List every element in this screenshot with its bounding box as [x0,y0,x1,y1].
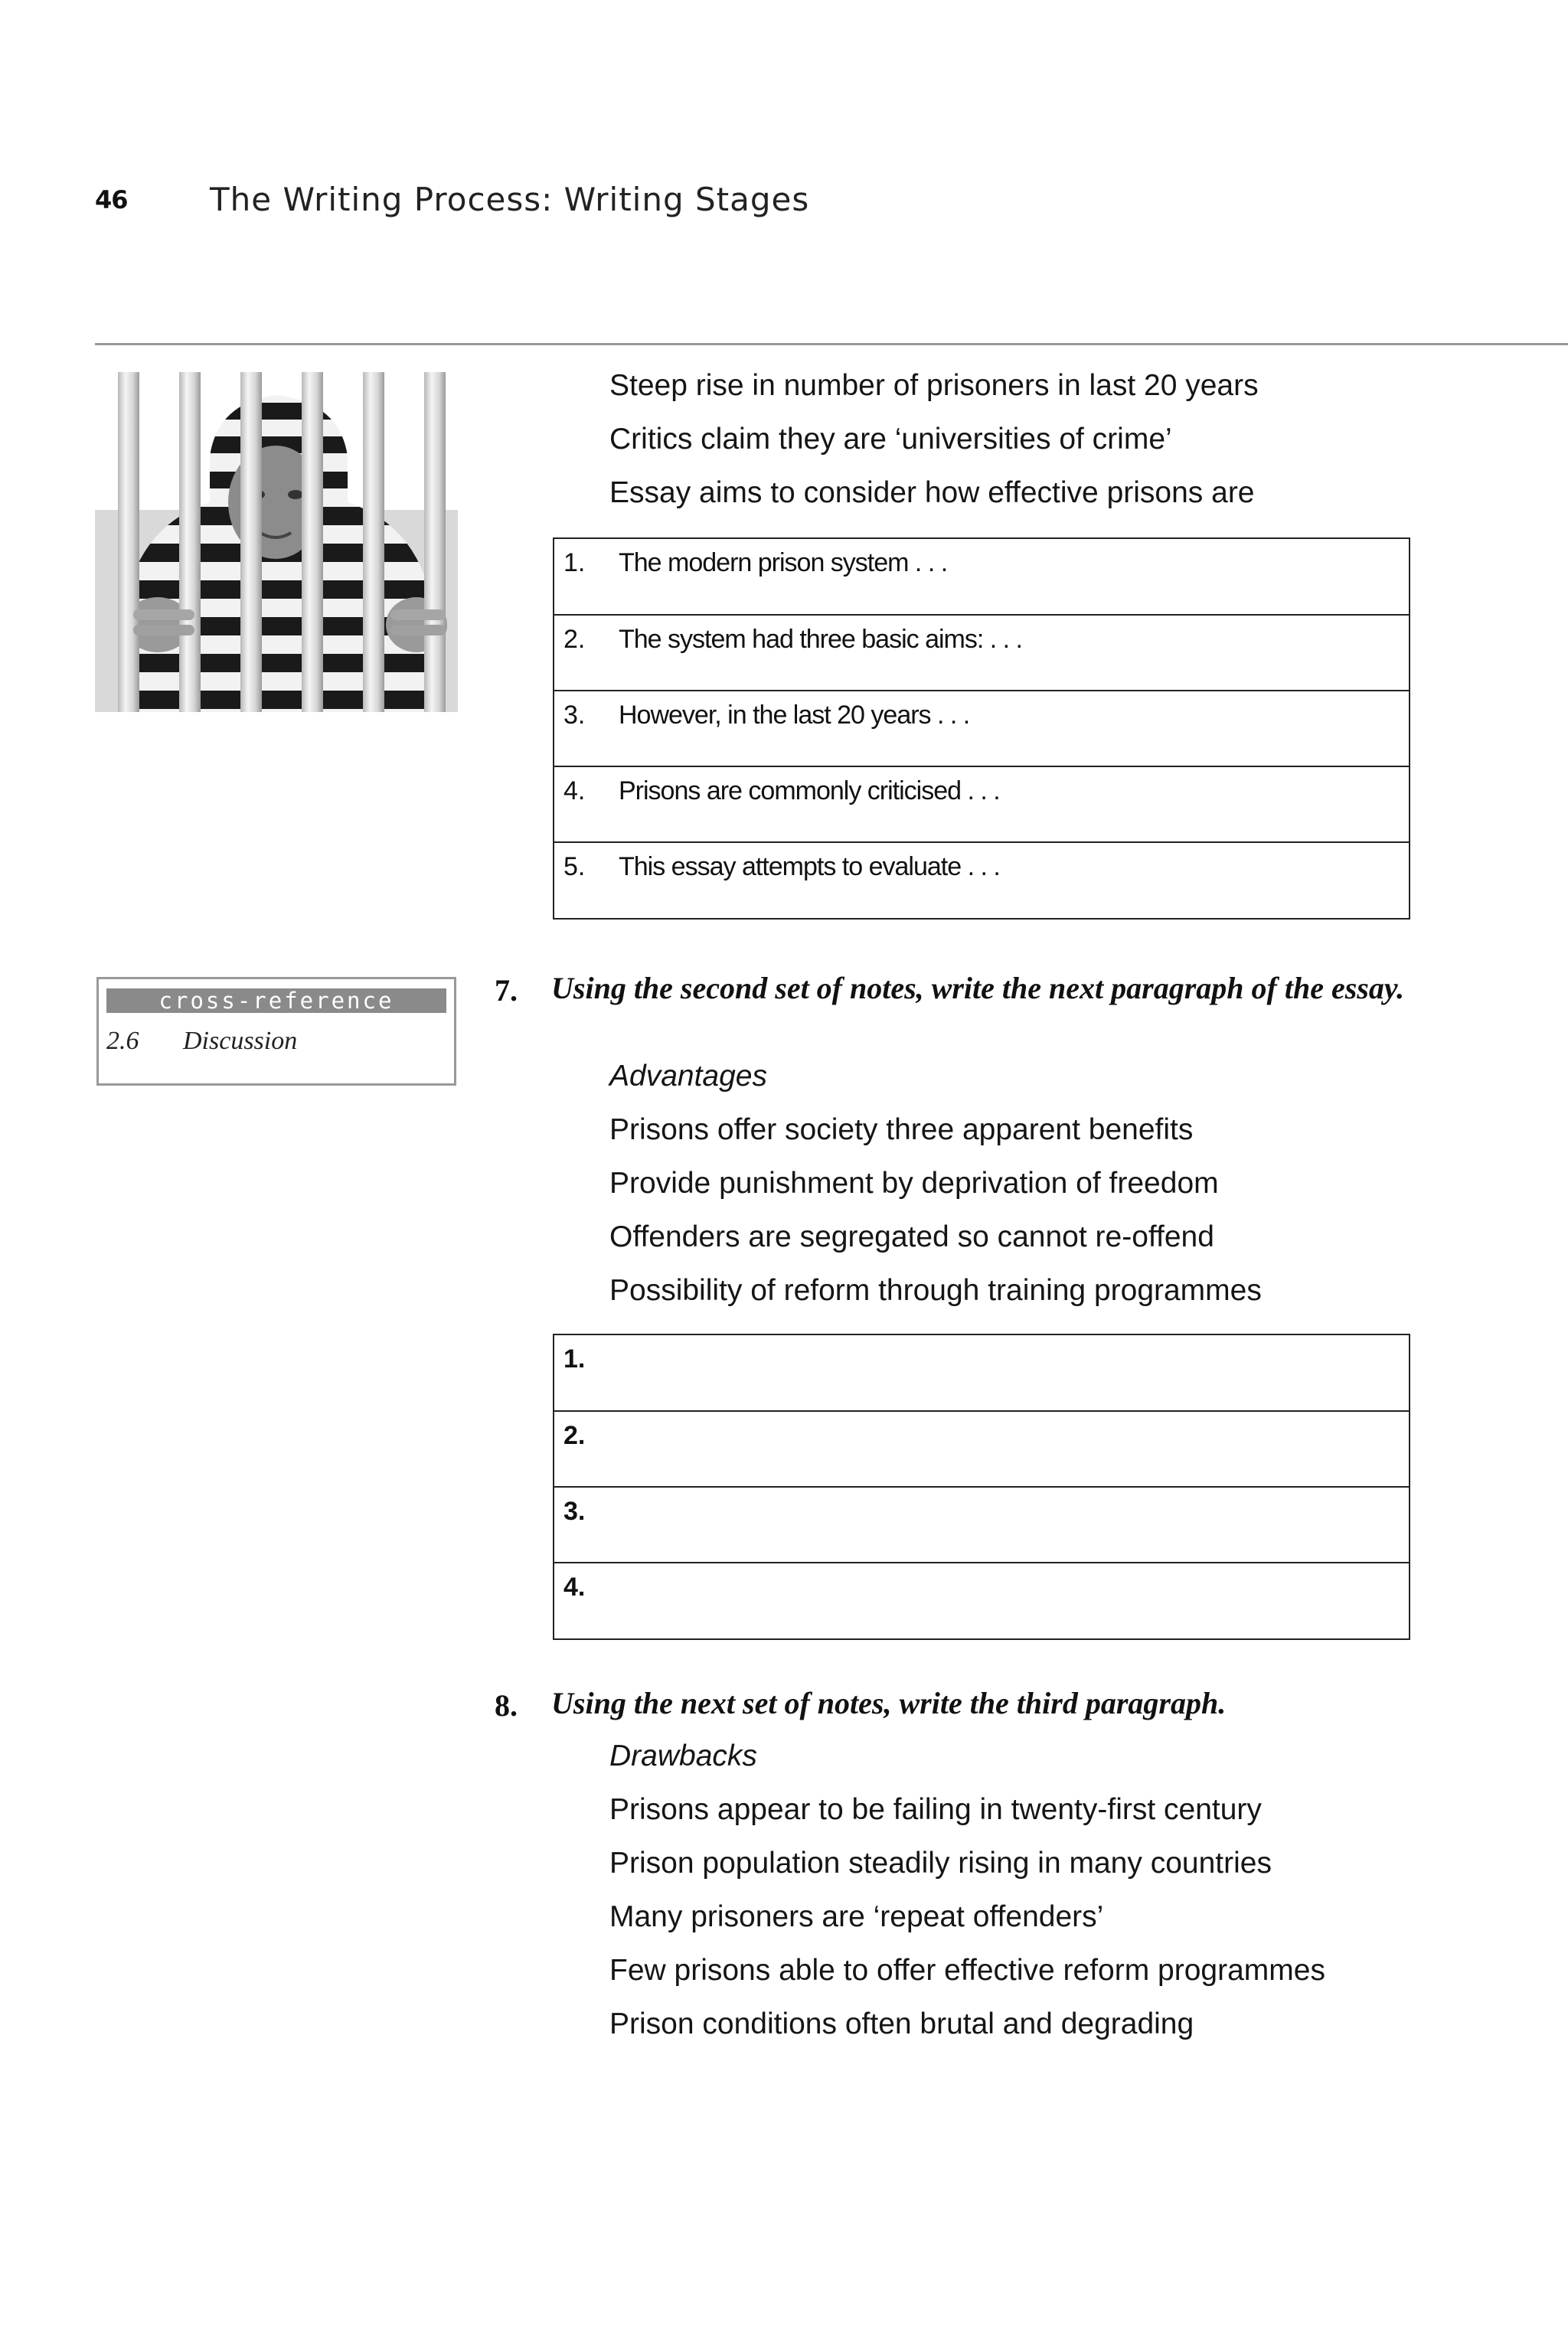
prisoner-behind-bars-image [95,372,458,712]
cross-reference-box [96,977,456,1086]
cross-reference-label: cross-reference [106,988,446,1013]
page-number: 46 [95,185,128,214]
exercise-instruction: Using the next set of notes, write the third paragraph. [551,1686,1227,1720]
note-line: Prison conditions often brutal and degrading [609,2007,1194,2040]
row-text: The modern prison system . . . [619,548,948,577]
row-number: 3. [564,1497,586,1526]
exercise-number: 7. [495,973,518,1008]
row-text: This essay attempts to evaluate . . . [619,852,1000,881]
row-text: However, in the last 20 years . . . [619,701,970,730]
exercise-number: 8. [495,1688,518,1723]
table-row[interactable] [554,842,1409,918]
cross-reference-title: Discussion [183,1027,298,1055]
notes-heading: Advantages [609,1060,767,1093]
row-text: The system had three basic aims: . . . [619,625,1023,654]
intro-note: Critics claim they are ‘universities of crime’ [609,423,1172,456]
answer-row[interactable] [554,1487,1409,1563]
row-number: 4. [564,1573,586,1602]
running-title: The Writing Process: Writing Stages [210,181,810,218]
note-line: Many prisoners are ‘repeat offenders’ [609,1900,1104,1933]
note-line: Possibility of reform through training programmes [609,1274,1262,1307]
table-row[interactable] [554,766,1409,842]
answer-row[interactable] [554,1411,1409,1487]
note-line: Prisons offer society three apparent benefits [609,1113,1194,1146]
answer-row[interactable] [554,1563,1409,1638]
intro-note: Steep rise in number of prisoners in last 20 years [609,369,1259,402]
note-line: Offenders are segregated so cannot re-offend [609,1220,1214,1253]
answer-row[interactable] [554,1335,1409,1411]
notes-heading: Drawbacks [609,1740,757,1772]
answer-table [553,1334,1410,1640]
cross-reference-code: 2.6 [106,1027,139,1055]
row-number: 4. [564,776,586,805]
row-number: 2. [564,1421,586,1450]
note-line: Prison population steadily rising in many countries [609,1847,1272,1880]
intro-note: Essay aims to consider how effective prisons are [609,476,1255,509]
table-row[interactable] [554,615,1409,691]
header-rule [95,343,1568,345]
table-row[interactable] [554,691,1409,766]
row-number: 3. [564,701,586,730]
paragraph-outline-table [553,537,1410,920]
note-line: Prisons appear to be failing in twenty-first century [609,1793,1262,1826]
row-number: 1. [564,1344,586,1374]
exercise-instruction: Using the second set of notes, write the next paragraph of the essay. [551,971,1405,1005]
note-line: Provide punishment by deprivation of freedom [609,1167,1219,1200]
note-line: Few prisons able to offer effective reform programmes [609,1954,1325,1987]
row-number: 1. [564,548,586,577]
row-text: Prisons are commonly criticised . . . [619,776,1000,805]
table-row[interactable] [554,539,1409,615]
row-number: 5. [564,852,586,881]
row-number: 2. [564,625,586,654]
